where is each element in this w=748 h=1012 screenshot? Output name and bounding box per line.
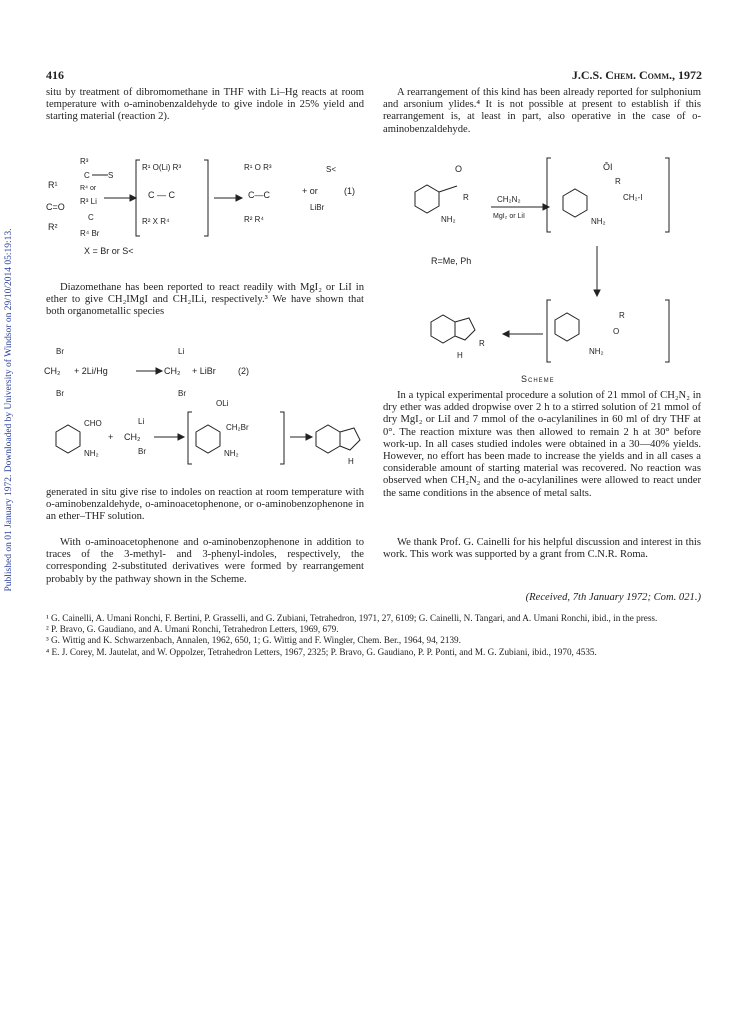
svg-text:Br: Br (178, 389, 186, 398)
svg-text:R² R⁴: R² R⁴ (244, 215, 264, 224)
svg-text:R²: R² (48, 222, 58, 232)
svg-text:R¹: R¹ (48, 180, 58, 190)
footnote-1: ¹ G. Cainelli, A. Umani Ronchi, F. Bertini, P. Grasselli, and G. Zubiani, Tetrahedron, 1971, 27, 6109; G. Cainelli, N. Tangari, and A. Umani Ronchi, ibid., in the press. (46, 613, 658, 623)
eq2-reagent-text: + 2Li/Hg (74, 366, 108, 376)
r-definition: R=Me, Ph (431, 256, 472, 266)
ch2br-label: CH₂Br (226, 423, 249, 432)
left-paragraph-1: situ by treatment of dibromomethane in THF with Li–Hg reacts at room temperature with o-aminobenzaldehyde to give indole in 25% yield and starting material (reaction 2). (46, 87, 364, 123)
nh2-label-3: NH₂ (441, 215, 456, 224)
svg-text:S: S (108, 171, 114, 180)
footnote-3: ³ G. Wittig and K. Schwarzenbach, Annalen, 1962, 650, 1; G. Wittig and F. Wingler, Chem. Ber., 1964, 94, 2139. (46, 635, 461, 646)
svg-text:CH₂-I: CH₂-I (623, 193, 643, 202)
received-line: (Received, 7th January 1972; Com. 021.) (525, 592, 701, 603)
svg-text:R: R (479, 339, 485, 348)
svg-text:CH₂: CH₂ (164, 366, 181, 376)
nh2-label-5: NH₂ (589, 347, 604, 356)
svg-text:O: O (455, 164, 463, 174)
watermark-text: Published on 01 January 1972. Downloaded by University of Windsor on 29/10/2014 05:19:13. (4, 228, 14, 592)
footnote-2: ² P. Bravo, G. Gaudiano, and A. Umani Ronchi, Tetrahedron Letters, 1969, 679. (46, 624, 339, 635)
svg-text:CH₂: CH₂ (124, 432, 141, 442)
svg-text:R: R (615, 177, 621, 186)
x-label: X = Br or S< (84, 246, 134, 256)
svg-text:Br: Br (56, 389, 64, 398)
reaction-1-diagram (44, 150, 368, 270)
nh2-label-2: NH₂ (224, 449, 239, 458)
scheme-diagram (383, 150, 703, 384)
svg-text:R³ Li: R³ Li (80, 197, 97, 206)
footnote-4: ⁴ E. J. Corey, M. Jautelat, and W. Oppolzer, Tetrahedron Letters, 1967, 2325; P. Bravo, G. Gaudiano, P. P. Ponti, and M. G. Zubiani, ibid., 1970, 4535. (46, 646, 597, 657)
right-paragraph-1: A rearrangement of this kind has been already reported for sulphonium and arsonium ylides.⁴ It is not possible at present to establish if this rearrangement is, at least in part, also operative in the case of o-aminobenzaldehyde. (383, 87, 701, 135)
svg-text:O: O (613, 327, 620, 336)
page-number: 416 (46, 68, 64, 82)
download-watermark (2, 180, 16, 640)
left-paragraph-3: generated in situ give rise to indoles on reaction at room temperature with o-aminobenzaldehyde, o-aminoacetophenone, or o-aminobenzophenone in an ether–THF solution. (46, 487, 364, 523)
left-paragraph-4: With o-aminoacetophenone and o-aminobenzophenone in addition to traces of the 3-methyl- and 3-phenyl-indoles, respectively, the corresponding 2-substituted derivatives were formed by rearrangement probably by the pathway shown in the Scheme. (46, 537, 364, 585)
scheme-caption: Scheme (521, 374, 555, 384)
svg-text:R¹ O R³: R¹ O R³ (244, 163, 272, 172)
right-paragraph-2: In a typical experimental procedure a solution of 21 mmol of CH₂N₂ in dry ether was added dropwise over 2 h to a stirred solution of 21 mmol of dry MgI₂ or LiI and 7 mmol of the o-acylanilines in 60 ml of dry THF at 0°. The reaction mixture was then allowed to remain 2 h at 30° before work-up. In all cases studied indoles were obtained in a 30—40% yields. However, no effort has been made to increase the yields and in all cases a considerable amount of starting material was recovered. No reaction was observed when CH₂N₂ and the o-acylanilines were allowed to react under the same conditions in the absence of metal salts. (383, 390, 701, 499)
svg-text:ŌI: ŌI (603, 162, 613, 172)
indole-nh-label: H (348, 457, 354, 466)
svg-text:+: + (108, 432, 114, 442)
reagent-top: CH₂N₂ (497, 195, 521, 204)
left-paragraph-2: Diazomethane has been reported to react readily with MgI₂ or LiI in ether to give CH₂IMgI and CH₂ILi, respectively.³ We have shown that both organometallic species (46, 282, 364, 318)
eq1-products-text: + or (302, 186, 318, 196)
indole-nh-label-2: H (457, 351, 463, 360)
eq2-libr-text: + LiBr (192, 366, 216, 376)
journal-header: J.C.S. Chem. Comm., 1972 (571, 68, 702, 82)
nh2-label-4: NH₂ (591, 217, 606, 226)
right-paragraph-3: We thank Prof. G. Cainelli for his helpful discussion and interest in this work. This work was supported by a grant from C.N.R. Roma. (383, 537, 701, 561)
reagent-bottom: MgI₂ or LiI (493, 213, 525, 220)
svg-text:Br: Br (56, 347, 64, 356)
svg-text:C: C (88, 213, 94, 222)
svg-text:S<: S< (326, 165, 337, 174)
svg-text:C: C (84, 171, 90, 180)
oli-label: OLi (216, 399, 229, 408)
svg-text:CH₂: CH₂ (44, 366, 61, 376)
svg-text:R: R (463, 193, 469, 202)
svg-text:R³: R³ (80, 157, 89, 166)
eq1-libr-text: LiBr (310, 203, 325, 212)
svg-text:C=O: C=O (46, 202, 65, 212)
svg-text:Li: Li (178, 347, 185, 356)
svg-text:R: R (619, 311, 625, 320)
cho-label: CHO (84, 419, 102, 428)
nh2-label-1: NH₂ (84, 449, 99, 458)
svg-text:R² X R⁴: R² X R⁴ (142, 217, 170, 226)
svg-text:R⁴ or: R⁴ or (80, 185, 97, 192)
svg-text:Li: Li (138, 417, 145, 426)
svg-text:R⁴ Br: R⁴ Br (80, 229, 100, 238)
reaction-2-diagram (44, 340, 368, 480)
svg-text:R¹ O(Li) R³: R¹ O(Li) R³ (142, 163, 182, 172)
eq1-number: (1) (344, 186, 355, 196)
svg-text:C — C: C — C (148, 190, 175, 200)
eq2-number: (2) (238, 366, 249, 376)
svg-text:C—C: C—C (248, 190, 270, 200)
svg-text:Br: Br (138, 447, 146, 456)
footnotes (46, 613, 702, 658)
